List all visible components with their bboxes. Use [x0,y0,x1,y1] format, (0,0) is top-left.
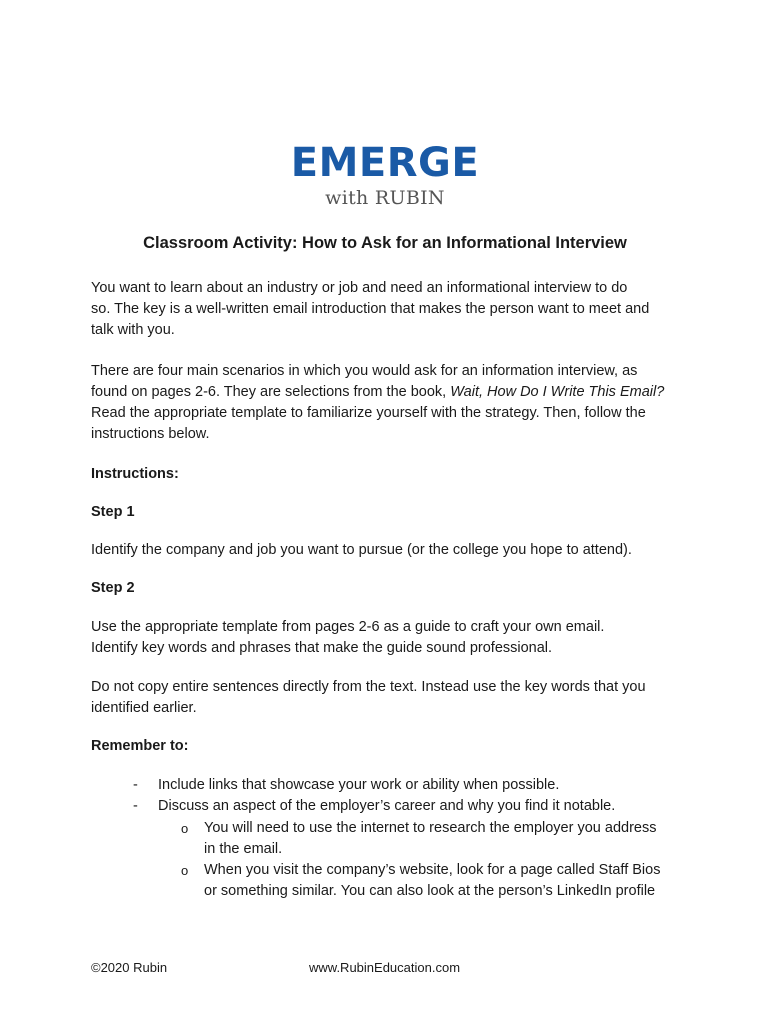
scenarios-line: Read the appropriate template to familiarize yourself with the strategy. Then, follow the [91,405,646,421]
step2-note-line: Do not copy entire sentences directly from the text. Instead use the key words that you [91,679,646,695]
intro-line: talk with you. [91,322,175,338]
sub-bullet-line: When you visit the company’s website, look for a page called Staff Bios [204,862,661,878]
footer-website: www.RubinEducation.com [309,960,461,975]
sub-bullet-line: You will need to use the internet to research the employer you address [204,820,657,836]
bullet-marker: - [133,798,138,814]
step1-heading: Step 1 [91,504,135,520]
remember-heading: Remember to: [91,738,189,754]
scenarios-paragraph [91,361,701,445]
logo-with-rubin: with RUBIN [325,187,445,209]
bullet-marker: - [133,777,138,793]
sub-bullet-line: in the email. [204,841,283,857]
step2-paragraph [91,617,701,659]
sub-bullet-item [204,860,694,902]
scenarios-line: There are four main scenarios in which you would ask for an information interview, as [91,363,638,379]
scenarios-line: instructions below. [91,426,210,442]
intro-paragraph [91,278,701,341]
sub-bullet-line: or something similar. You can also look at the person’s LinkedIn profile [204,883,656,899]
footer-copyright: ©2020 Rubin [91,960,168,975]
bullet-item: Discuss an aspect of the employer’s career and why you find it notable. [158,798,616,814]
step2-heading: Step 2 [91,580,135,596]
instructions-heading: Instructions: [91,466,179,482]
intro-line: You want to learn about an industry or job and need an informational interview to do [91,280,628,296]
step2-note-line: identified earlier. [91,700,197,716]
step1-text: Identify the company and job you want to pursue (or the college you hope to attend). [91,542,632,558]
scenarios-line [91,382,701,403]
sub-bullet-item [204,818,694,860]
intro-line: so. The key is a well-written email introduction that makes the person want to meet and [91,301,650,317]
sub-bullet-marker: o [181,863,189,878]
sub-bullet-marker: o [181,821,189,836]
page-title: Classroom Activity: How to Ask for an Informational Interview [143,234,627,252]
logo-emerge: EMERGE [290,140,480,186]
scenarios-text: found on pages 2-6. They are selections from the book, [91,384,451,400]
step2-note [91,677,701,719]
bullet-item: Include links that showcase your work or ability when possible. [158,777,560,793]
book-title: Wait, How Do I Write This Email? [450,384,665,400]
step2-line: Use the appropriate template from pages 2-6 as a guide to craft your own email. [91,619,605,635]
step2-line: Identify key words and phrases that make the guide sound professional. [91,640,553,656]
